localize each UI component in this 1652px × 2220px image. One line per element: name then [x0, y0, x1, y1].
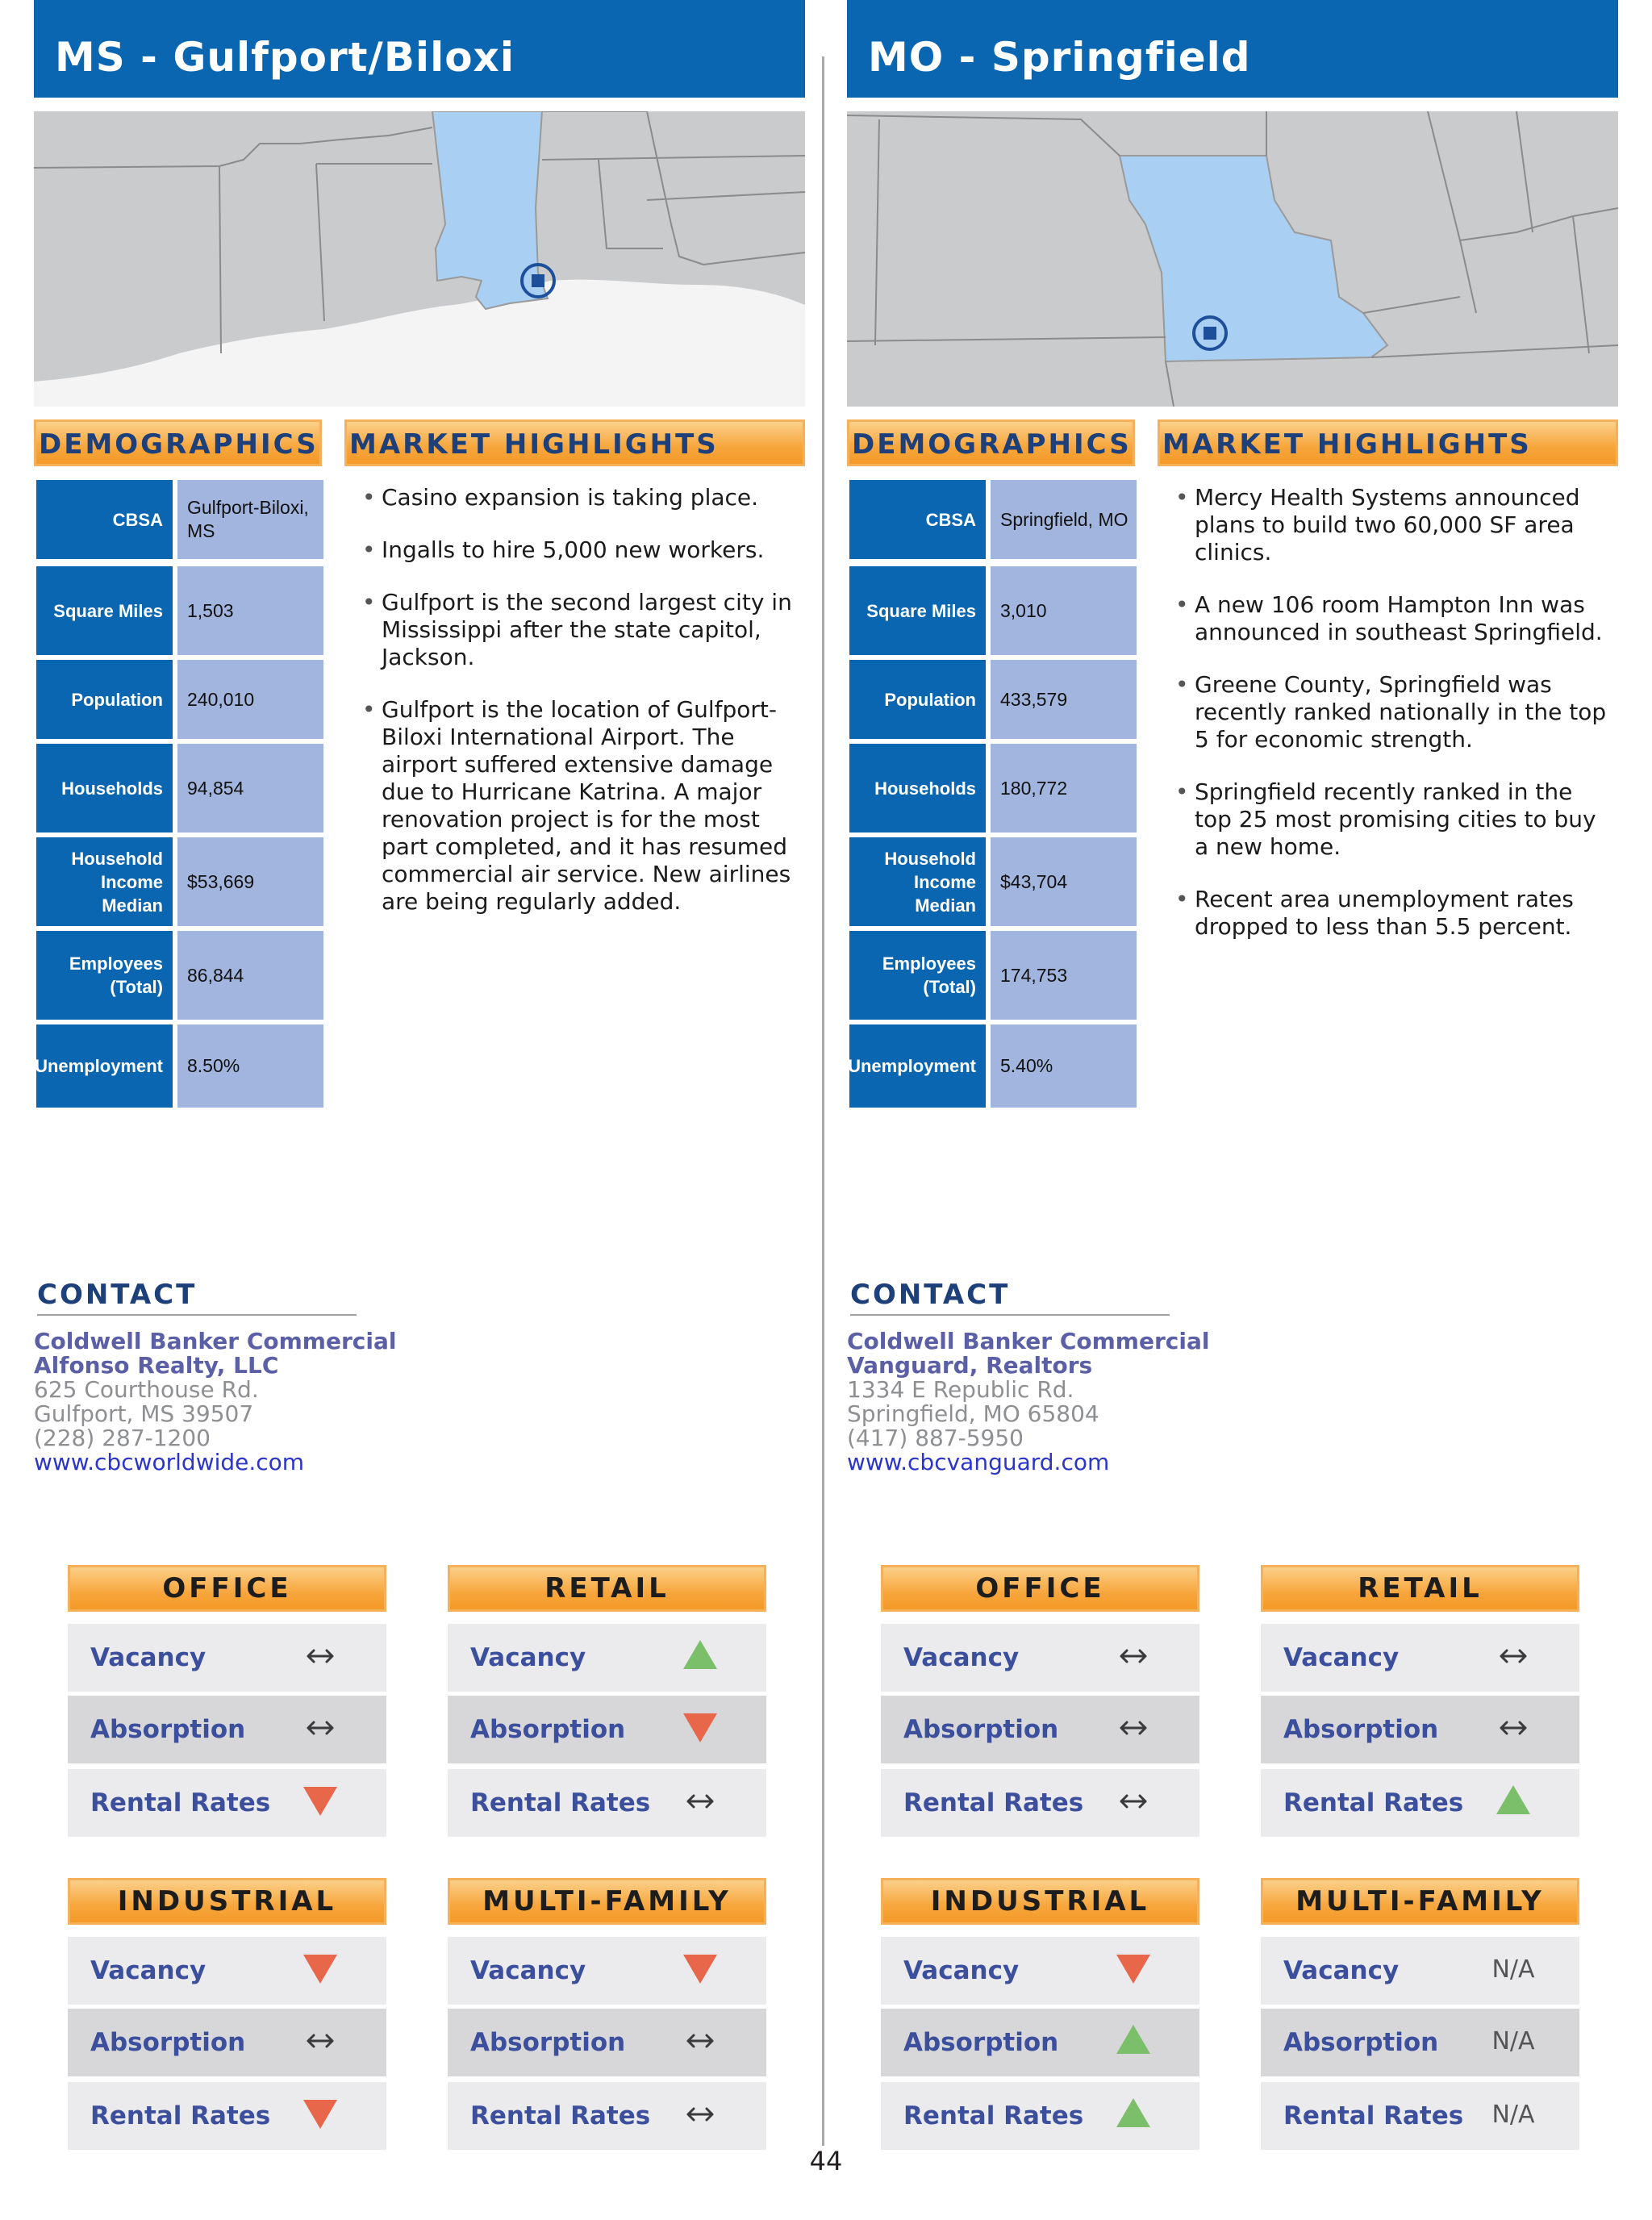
contact-firm-name: Coldwell Banker Commercial	[34, 1328, 397, 1354]
highlight-item: • Greene County, Springfield was recently ranked nationally in the top 5 for economic strength.	[1174, 671, 1609, 753]
trend-up-icon	[1105, 2017, 1162, 2065]
metric-label: Rental Rates	[1283, 2101, 1464, 2130]
metric-label: Vacancy	[903, 1956, 1020, 1985]
metric-label: Vacancy	[1283, 1956, 1400, 1985]
trend-down-icon	[672, 1704, 728, 1752]
metric-indicator	[672, 1943, 728, 1995]
highlight-item: • Springfield recently ranked in the top 25 most promising cities to buy a new home.	[1174, 778, 1609, 861]
metric-indicator	[1485, 2015, 1541, 2067]
market-highlights-heading-text: MARKET HIGHLIGHTS	[349, 428, 719, 461]
demographics-label: Population	[36, 660, 173, 739]
metric-indicator	[672, 1776, 728, 1827]
metric-label: Absorption	[470, 2028, 626, 2057]
trend-down-icon	[292, 2090, 348, 2139]
trend-flat-icon	[292, 1704, 348, 1752]
demographics-value: 86,844	[177, 931, 323, 1020]
demographics-row	[849, 480, 1137, 559]
contact-heading-text: CONTACT	[37, 1279, 198, 1311]
demographics-heading	[34, 419, 322, 466]
category-heading-retail	[448, 1565, 766, 1612]
category-heading-text: RETAIL	[1358, 1572, 1483, 1604]
category-heading-text: INDUSTRIAL	[930, 1885, 1150, 1917]
metric-label: Absorption	[1283, 2028, 1439, 2057]
metric-row-vacancy	[1261, 1937, 1579, 2005]
metric-row-vacancy	[68, 1624, 386, 1692]
trend-flat-icon	[1485, 1632, 1541, 1680]
demographics-row	[36, 660, 323, 739]
trend-flat-icon	[1105, 1632, 1162, 1680]
category-heading-industrial	[68, 1878, 386, 1925]
demographics-row	[849, 837, 1137, 926]
metric-na-value: N/A	[1491, 2100, 1535, 2129]
metric-label: Rental Rates	[903, 1788, 1084, 1817]
metric-row-vacancy	[448, 1624, 766, 1692]
metric-label: Rental Rates	[90, 2101, 271, 2130]
trend-up-icon	[1105, 2090, 1162, 2139]
metric-indicator	[1105, 1943, 1162, 1995]
metric-indicator	[292, 1776, 348, 1827]
metric-indicator	[672, 2015, 728, 2067]
metric-indicator	[292, 1702, 348, 1754]
trend-flat-icon	[292, 1632, 348, 1680]
contact-address: Gulfport, MS 39507	[34, 1400, 254, 1427]
contact-address: 1334 E Republic Rd.	[847, 1376, 1074, 1403]
category-heading-text: OFFICE	[162, 1572, 292, 1604]
metric-na-value: N/A	[1491, 1955, 1535, 1984]
demographics-value: 1,503	[177, 566, 323, 655]
contact-firm-name: Vanguard, Realtors	[847, 1352, 1093, 1379]
contact-phone: (228) 287-1200	[34, 1425, 211, 1451]
metric-row-absorption	[881, 1696, 1199, 1763]
trend-flat-icon	[292, 2017, 348, 2065]
contact-heading-text: CONTACT	[850, 1279, 1011, 1311]
metric-label: Rental Rates	[470, 2101, 651, 2130]
metric-row-vacancy	[881, 1624, 1199, 1692]
metric-indicator	[1105, 1630, 1162, 1682]
demographics-label: Square Miles	[36, 566, 173, 655]
metric-row-vacancy	[881, 1937, 1199, 2005]
metric-indicator	[1105, 1776, 1162, 1827]
demographics-value: 5.40%	[991, 1024, 1137, 1108]
demographics-label: Employees (Total)	[849, 931, 986, 1020]
market-highlights-list	[1174, 484, 1609, 966]
demographics-row	[36, 931, 323, 1020]
highlight-item: • Gulfport is the location of Gulfport-Biloxi International Airport. The airport suffered extensive damage due to Hurricane Katrina. A major renovation project is for the most part completed, and it has resumed commercial air service. New airlines are being regularly added.	[361, 696, 796, 916]
metric-label: Vacancy	[90, 1956, 206, 1985]
metric-row-rental-rates	[1261, 1769, 1579, 1837]
highlight-item: • Recent area unemployment rates dropped to less than 5.5 percent.	[1174, 886, 1609, 941]
demographics-value: 240,010	[177, 660, 323, 739]
demographics-value: 94,854	[177, 744, 323, 832]
contact-firm-name: Coldwell Banker Commercial	[847, 1328, 1210, 1354]
metric-row-vacancy	[68, 1937, 386, 2005]
contact-block	[847, 1329, 1209, 1475]
metric-label: Vacancy	[470, 1956, 586, 1985]
metric-row-absorption	[1261, 1696, 1579, 1763]
metric-label: Vacancy	[90, 1643, 206, 1672]
market-highlights-heading-text: MARKET HIGHLIGHTS	[1162, 428, 1532, 461]
category-heading-text: INDUSTRIAL	[117, 1885, 337, 1917]
trend-down-icon	[672, 1945, 728, 1993]
metric-indicator	[1485, 1702, 1541, 1754]
category-heading-text: MULTI-FAMILY	[1295, 1885, 1545, 1917]
metric-row-absorption	[68, 2009, 386, 2076]
metric-label: Absorption	[1283, 1715, 1439, 1744]
demographics-label: Household Income Median	[849, 837, 986, 926]
metric-indicator	[292, 1943, 348, 1995]
market-highlights-list	[361, 484, 796, 941]
metric-indicator	[672, 1702, 728, 1754]
demographics-label: Square Miles	[849, 566, 986, 655]
metric-indicator	[1105, 2089, 1162, 2140]
trend-flat-icon	[1485, 1704, 1541, 1752]
demographics-label: CBSA	[36, 480, 173, 559]
demographics-heading	[847, 419, 1135, 466]
demographics-value: $53,669	[177, 837, 323, 926]
metric-label: Absorption	[90, 2028, 246, 2057]
category-heading-text: MULTI-FAMILY	[482, 1885, 732, 1917]
contact-address: Springfield, MO 65804	[847, 1400, 1099, 1427]
metric-label: Rental Rates	[1283, 1788, 1464, 1817]
page-number: 44	[809, 2146, 843, 2176]
metric-indicator	[292, 2015, 348, 2067]
demographics-heading-text: DEMOGRAPHICS	[852, 428, 1132, 461]
demographics-row	[36, 566, 323, 655]
metric-indicator	[1485, 1943, 1541, 1995]
metric-row-rental-rates	[448, 2082, 766, 2150]
metric-indicator	[672, 2089, 728, 2140]
demographics-label: Employees (Total)	[36, 931, 173, 1020]
demographics-label: Unemployment	[849, 1024, 986, 1108]
market-title-bar	[34, 0, 805, 98]
metric-label: Rental Rates	[470, 1788, 651, 1817]
demographics-value: $43,704	[991, 837, 1137, 926]
metric-label: Vacancy	[903, 1643, 1020, 1672]
category-heading-multi-family	[448, 1878, 766, 1925]
metric-label: Rental Rates	[903, 2101, 1084, 2130]
metric-row-absorption	[448, 1696, 766, 1763]
metric-row-rental-rates	[448, 1769, 766, 1837]
metric-row-rental-rates	[68, 2082, 386, 2150]
trend-flat-icon	[1105, 1777, 1162, 1826]
demographics-value: 8.50%	[177, 1024, 323, 1108]
market-highlights-heading	[1158, 419, 1618, 466]
demographics-row	[849, 660, 1137, 739]
contact-phone: (417) 887-5950	[847, 1425, 1024, 1451]
trend-up-icon	[672, 1632, 728, 1680]
demographics-label: Households	[849, 744, 986, 832]
contact-address: 625 Courthouse Rd.	[34, 1376, 259, 1403]
metric-row-absorption	[68, 1696, 386, 1763]
metric-row-rental-rates	[881, 1769, 1199, 1837]
metric-row-rental-rates	[1261, 2082, 1579, 2150]
demographics-value: Springfield, MO	[991, 480, 1137, 559]
demographics-label: Population	[849, 660, 986, 739]
metric-indicator	[1485, 1630, 1541, 1682]
metric-label: Vacancy	[1283, 1643, 1400, 1672]
trend-flat-icon	[672, 1777, 728, 1826]
market-highlights-heading	[344, 419, 805, 466]
demographics-value: 3,010	[991, 566, 1137, 655]
metric-indicator	[292, 2089, 348, 2140]
demographics-label: CBSA	[849, 480, 986, 559]
highlight-item: • A new 106 room Hampton Inn was announced in southeast Springfield.	[1174, 591, 1609, 646]
category-heading-office	[881, 1565, 1199, 1612]
highlight-item: • Casino expansion is taking place.	[361, 484, 796, 511]
category-heading-multi-family	[1261, 1878, 1579, 1925]
metric-label: Rental Rates	[90, 1788, 271, 1817]
demographics-row	[36, 480, 323, 559]
demographics-label: Unemployment	[36, 1024, 173, 1108]
demographics-value: 180,772	[991, 744, 1137, 832]
demographics-row	[849, 1024, 1137, 1108]
metric-row-rental-rates	[881, 2082, 1199, 2150]
trend-flat-icon	[672, 2017, 728, 2065]
highlight-item: • Gulfport is the second largest city in Mississippi after the state capitol, Jackson.	[361, 589, 796, 671]
trend-down-icon	[292, 1945, 348, 1993]
demographics-value: Gulfport-Biloxi, MS	[177, 480, 323, 559]
demographics-row	[849, 931, 1137, 1020]
market-title-bar	[847, 0, 1618, 98]
trend-down-icon	[1105, 1945, 1162, 1993]
metric-indicator	[1105, 2015, 1162, 2067]
category-heading-text: OFFICE	[975, 1572, 1105, 1604]
map-illustration	[34, 111, 805, 407]
metric-row-vacancy	[1261, 1624, 1579, 1692]
trend-up-icon	[1485, 1777, 1541, 1826]
metric-label: Absorption	[903, 2028, 1059, 2057]
highlight-item: • Ingalls to hire 5,000 new workers.	[361, 536, 796, 564]
demographics-value: 174,753	[991, 931, 1137, 1020]
metric-na-value: N/A	[1491, 2026, 1535, 2055]
contact-website-link[interactable]: www.cbcvanguard.com	[847, 1449, 1110, 1475]
demographics-row	[36, 837, 323, 926]
market-map	[847, 111, 1618, 407]
metric-indicator	[1485, 2089, 1541, 2140]
category-heading-text: RETAIL	[544, 1572, 670, 1604]
metric-label: Vacancy	[470, 1643, 586, 1672]
metric-row-absorption	[1261, 2009, 1579, 2076]
demographics-label: Household Income Median	[36, 837, 173, 926]
category-heading-industrial	[881, 1878, 1199, 1925]
market-title: MS - Gulfport/Biloxi	[55, 34, 515, 81]
contact-firm-name: Alfonso Realty, LLC	[34, 1352, 279, 1379]
metric-row-vacancy	[448, 1937, 766, 2005]
demographics-label: Households	[36, 744, 173, 832]
metric-row-absorption	[881, 2009, 1199, 2076]
metric-label: Absorption	[470, 1715, 626, 1744]
trend-down-icon	[292, 1777, 348, 1826]
highlight-item: • Mercy Health Systems announced plans to build two 60,000 SF area clinics.	[1174, 484, 1609, 566]
map-illustration	[847, 111, 1618, 407]
metric-indicator	[1105, 1702, 1162, 1754]
market-title: MO - Springfield	[868, 34, 1251, 81]
metric-indicator	[292, 1630, 348, 1682]
contact-website-link[interactable]: www.cbcworldwide.com	[34, 1449, 305, 1475]
metric-indicator	[672, 1630, 728, 1682]
metric-row-absorption	[448, 2009, 766, 2076]
demographics-row	[849, 566, 1137, 655]
demographics-row	[36, 1024, 323, 1108]
category-heading-retail	[1261, 1565, 1579, 1612]
market-column-gulfport	[34, 0, 805, 2178]
trend-flat-icon	[1105, 1704, 1162, 1752]
contact-block	[34, 1329, 396, 1475]
metric-label: Absorption	[903, 1715, 1059, 1744]
trend-flat-icon	[672, 2090, 728, 2139]
market-map	[34, 111, 805, 407]
demographics-heading-text: DEMOGRAPHICS	[39, 428, 319, 461]
metric-label: Absorption	[90, 1715, 246, 1744]
demographics-value: 433,579	[991, 660, 1137, 739]
category-heading-office	[68, 1565, 386, 1612]
market-column-springfield	[847, 0, 1618, 2178]
metric-indicator	[1485, 1776, 1541, 1827]
contact-heading	[37, 1279, 357, 1316]
demographics-row	[849, 744, 1137, 832]
demographics-row	[36, 744, 323, 832]
metric-row-rental-rates	[68, 1769, 386, 1837]
contact-heading	[850, 1279, 1170, 1316]
column-divider	[822, 56, 824, 2146]
